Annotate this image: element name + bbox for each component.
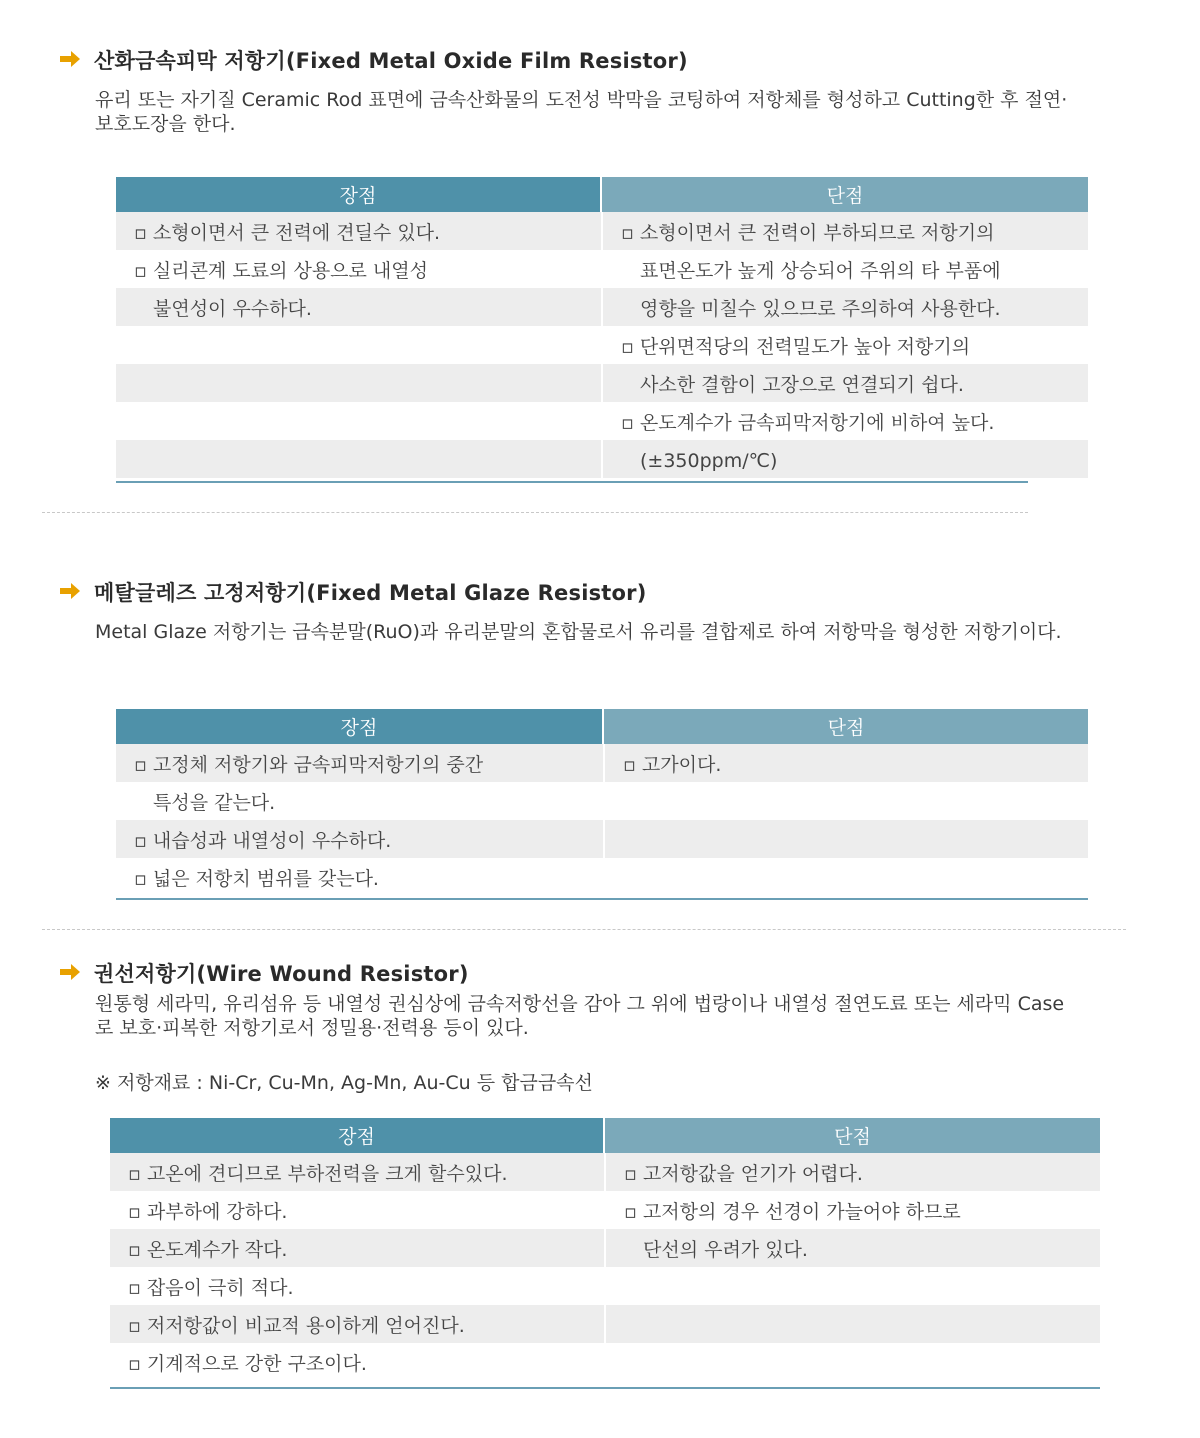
advantage-cell: ▫ 잡음이 극히 적다. xyxy=(128,1276,294,1299)
disadvantage-cell: ▫ 고저항의 경우 선경이 가늘어야 하므로 xyxy=(604,1191,1100,1229)
section-title-text: 산화금속피막 저항기(Fixed Metal Oxide Film Resistor) xyxy=(94,49,688,73)
header-advantage: 장점 xyxy=(110,1118,603,1153)
table-row xyxy=(110,1191,1100,1229)
disadvantage-cell xyxy=(603,858,1088,896)
disadvantage-cell: ▫ 단위면적당의 전력밀도가 높아 저항기의 xyxy=(601,326,1088,364)
table-header xyxy=(116,177,1088,212)
advantage-cell: ▫ 실리콘계 도료의 상용으로 내열성 xyxy=(134,259,428,282)
pros-cons-table xyxy=(110,1118,1100,1381)
table-bottom-rule xyxy=(116,898,1088,900)
section-title xyxy=(58,45,688,75)
arrow-right-icon xyxy=(58,51,82,69)
advantage-cell: 불연성이 우수하다. xyxy=(116,288,601,326)
disadvantage-cell xyxy=(604,1305,1100,1343)
table-row xyxy=(110,1229,1100,1267)
table-row xyxy=(116,820,1088,858)
table-row xyxy=(116,744,1088,782)
table-row xyxy=(116,288,1088,326)
advantage-cell: ▫ 넓은 저항치 범위를 갖는다. xyxy=(134,867,379,890)
advantage-cell xyxy=(116,440,601,478)
disadvantage-cell xyxy=(604,1267,1100,1305)
header-disadvantage: 단점 xyxy=(600,177,1088,212)
pros-cons-table xyxy=(116,177,1088,478)
advantage-cell xyxy=(116,402,601,440)
pros-cons-table xyxy=(116,709,1088,896)
disadvantage-cell: ▫ 고저항값을 얻기가 어렵다. xyxy=(604,1153,1100,1191)
advantage-cell: ▫ 고온에 견디므로 부하전력을 크게 할수있다. xyxy=(110,1153,604,1191)
header-advantage: 장점 xyxy=(116,177,600,212)
disadvantage-cell xyxy=(603,820,1088,858)
table-row xyxy=(110,1267,1100,1305)
disadvantage-cell: ▫ 고가이다. xyxy=(603,744,1088,782)
disadvantage-cell xyxy=(604,1343,1100,1381)
section-title-text: 권선저항기(Wire Wound Resistor) xyxy=(94,962,469,986)
advantage-cell xyxy=(116,326,601,364)
header-disadvantage: 단점 xyxy=(602,709,1088,744)
advantage-cell: ▫ 과부하에 강하다. xyxy=(128,1200,288,1223)
table-bottom-rule xyxy=(116,481,1028,483)
arrow-right-icon xyxy=(58,964,82,982)
table-row xyxy=(116,250,1088,288)
section-title-text: 메탈글레즈 고정저항기(Fixed Metal Glaze Resistor) xyxy=(94,581,647,605)
material-note: ※ 저항재료 : Ni-Cr, Cu-Mn, Ag-Mn, Au-Cu 등 합금금속선 xyxy=(95,1072,593,1094)
advantage-cell: ▫ 기계적으로 강한 구조이다. xyxy=(128,1352,367,1375)
disadvantage-cell: 표면온도가 높게 상승되어 주위의 타 부품에 xyxy=(601,250,1088,288)
advantage-cell: ▫ 내습성과 내열성이 우수하다. xyxy=(116,820,603,858)
disadvantage-cell: 사소한 결함이 고장으로 연결되기 쉽다. xyxy=(601,364,1088,402)
section-divider xyxy=(42,929,1126,930)
section-title xyxy=(58,958,469,988)
advantage-cell: ▫ 저저항값이 비교적 용이하게 얻어진다. xyxy=(110,1305,604,1343)
advantage-cell xyxy=(116,364,601,402)
table-header xyxy=(110,1118,1100,1153)
table-row xyxy=(116,402,1088,440)
section-description: Metal Glaze 저항기는 금속분말(RuO)과 유리분말의 혼합물로서 유리를 결합제로 하여 저항막을 형성한 저항기이다. xyxy=(95,621,1062,643)
table-row xyxy=(116,364,1088,402)
disadvantage-cell xyxy=(603,782,1088,820)
table-row xyxy=(116,212,1088,250)
section-title xyxy=(58,577,647,607)
table-bottom-rule xyxy=(110,1387,1100,1389)
table-row xyxy=(110,1343,1100,1381)
table-row xyxy=(116,858,1088,896)
disadvantage-cell: ▫ 소형이면서 큰 전력이 부하되므로 저항기의 xyxy=(601,212,1088,250)
arrow-right-icon xyxy=(58,583,82,601)
disadvantage-cell: (±350ppm/℃) xyxy=(601,440,1088,478)
table-row xyxy=(110,1153,1100,1191)
disadvantage-cell: ▫ 온도계수가 금속피막저항기에 비하여 높다. xyxy=(601,402,1088,440)
section-description: 원통형 세라믹, 유리섬유 등 내열성 권심상에 금속저항선을 감아 그 위에 법랑이나 내열성 절연도료 또는 세라믹 Case로 보호·피복한 저항기로서 정밀용·전력용 등이 있다. xyxy=(95,993,1065,1039)
table-row xyxy=(116,782,1088,820)
section-divider xyxy=(42,512,1028,513)
header-disadvantage: 단점 xyxy=(603,1118,1100,1153)
disadvantage-cell: 영향을 미칠수 있으므로 주의하여 사용한다. xyxy=(601,288,1088,326)
table-row xyxy=(110,1305,1100,1343)
advantage-cell: ▫ 온도계수가 작다. xyxy=(110,1229,604,1267)
disadvantage-cell: 단선의 우려가 있다. xyxy=(604,1229,1100,1267)
table-row xyxy=(116,440,1088,478)
table-row xyxy=(116,326,1088,364)
table-header xyxy=(116,709,1088,744)
header-advantage: 장점 xyxy=(116,709,602,744)
advantage-cell: 특성을 같는다. xyxy=(134,791,276,814)
advantage-cell: ▫ 고정체 저항기와 금속피막저항기의 중간 xyxy=(116,744,603,782)
section-description: 유리 또는 자기질 Ceramic Rod 표면에 금속산화물의 도전성 박막을 코팅하여 저항체를 형성하고 Cutting한 후 절연·보호도장을 한다. xyxy=(95,89,1068,135)
advantage-cell: ▫ 소형이면서 큰 전력에 견딜수 있다. xyxy=(116,212,601,250)
